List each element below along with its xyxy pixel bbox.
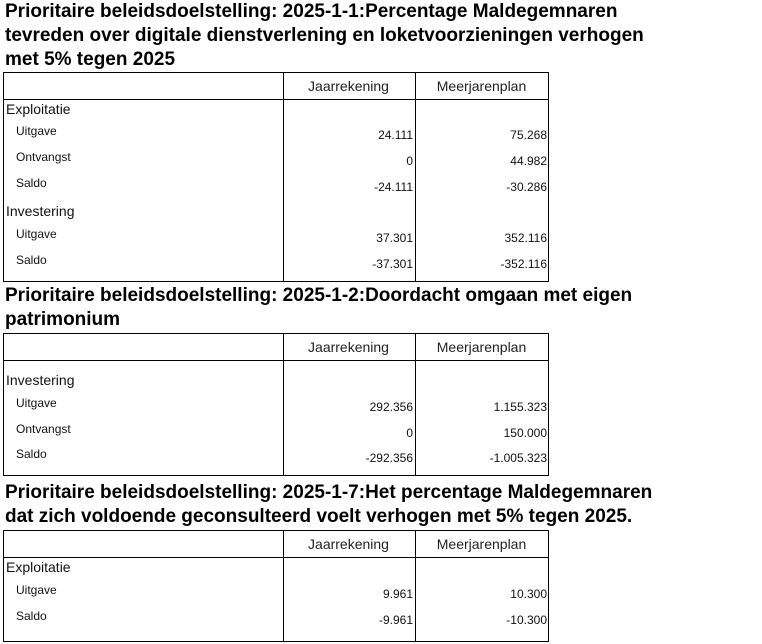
value-jaarrekening: 292.356 (369, 400, 413, 414)
row-label: Saldo (16, 609, 47, 623)
row-label: Ontvangst (16, 150, 71, 164)
group-label: Exploitatie (6, 559, 71, 575)
section-title-line: Prioritaire beleidsdoelstelling: 2025-1-7:Het percentage Maldegemnaren (5, 482, 653, 503)
row-label: Uitgave (16, 583, 57, 597)
section-title-line: tevreden over digitale dienstverlening en loketvoorzieningen verhogen (5, 25, 644, 46)
value-jaarrekening: 0 (406, 154, 413, 168)
value-meerjarenplan: 10.300 (510, 587, 547, 601)
value-jaarrekening: -292.356 (365, 451, 413, 465)
row-label: Saldo (16, 253, 47, 267)
value-meerjarenplan: 150.000 (503, 426, 547, 440)
value-jaarrekening: 0 (406, 426, 413, 440)
column-header-jaarrekening: Jaarrekening (308, 536, 389, 552)
column-header-meerjarenplan: Meerjarenplan (436, 339, 527, 355)
column-header-meerjarenplan: Meerjarenplan (436, 78, 527, 94)
group-label: Investering (6, 372, 75, 388)
section-title-line: Prioritaire beleidsdoelstelling: 2025-1-1:Percentage Maldegemnaren (5, 1, 618, 22)
section-title-line: Prioritaire beleidsdoelstelling: 2025-1-2:Doordacht omgaan met eigen (5, 285, 633, 306)
section-2025-1-2 (0, 284, 762, 476)
value-meerjarenplan: -30.286 (506, 180, 547, 194)
value-meerjarenplan: 352.116 (504, 231, 547, 245)
section-title (5, 284, 757, 332)
value-jaarrekening: 24.111 (378, 128, 413, 142)
value-jaarrekening: -9.961 (378, 613, 413, 627)
section-title-line: met 5% tegen 2025 (5, 49, 176, 70)
value-jaarrekening: -24.111 (374, 180, 413, 194)
column-header-jaarrekening: Jaarrekening (308, 339, 389, 355)
budget-table (3, 72, 549, 282)
row-label: Uitgave (16, 396, 57, 410)
row-label: Saldo (16, 176, 47, 190)
value-meerjarenplan: 75.268 (510, 128, 547, 142)
group-label: Exploitatie (6, 101, 71, 117)
value-meerjarenplan: 1.155.323 (493, 400, 547, 414)
section-title-line: patrimonium (5, 309, 121, 330)
section-title (5, 0, 757, 72)
value-jaarrekening: 9.961 (382, 587, 413, 601)
value-jaarrekening: -37.301 (372, 257, 413, 271)
row-label: Uitgave (16, 227, 57, 241)
value-meerjarenplan: 44.982 (510, 154, 547, 168)
budget-table (3, 333, 549, 476)
row-label: Saldo (16, 447, 47, 461)
value-jaarrekening: 37.301 (376, 231, 413, 245)
value-meerjarenplan: -352.116 (500, 257, 547, 271)
budget-table (3, 530, 549, 642)
section-2025-1-1 (0, 0, 762, 282)
value-meerjarenplan: -10.300 (506, 613, 547, 627)
row-label: Ontvangst (16, 422, 71, 436)
row-label: Uitgave (16, 124, 57, 138)
section-title (5, 481, 757, 529)
column-header-meerjarenplan: Meerjarenplan (436, 536, 527, 552)
group-label: Investering (6, 203, 75, 219)
section-2025-1-7 (0, 481, 762, 643)
value-meerjarenplan: -1.005.323 (489, 451, 547, 465)
section-title-line: dat zich voldoende geconsulteerd voelt verhogen met 5% tegen 2025. (5, 506, 633, 527)
column-header-jaarrekening: Jaarrekening (308, 78, 389, 94)
